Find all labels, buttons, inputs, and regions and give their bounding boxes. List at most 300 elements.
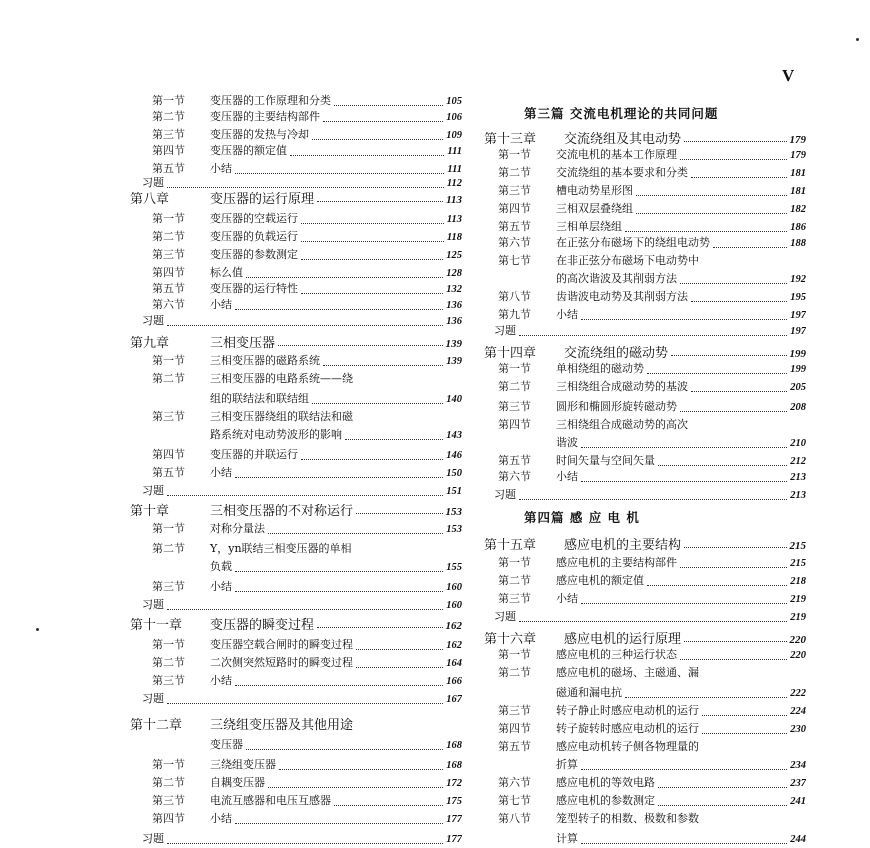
toc-entry <box>152 540 462 558</box>
leader-dots <box>235 677 443 686</box>
page-ref: 112 <box>446 178 462 189</box>
toc-entry <box>498 234 806 252</box>
page-ref: 197 <box>790 310 806 321</box>
leader-dots <box>235 815 443 824</box>
page-ref: 168 <box>446 740 462 751</box>
toc-entry <box>498 378 806 396</box>
entry-title: 笼型转子的相数、极数和参数 <box>556 812 699 825</box>
page-ref: 215 <box>790 558 806 569</box>
toc-entry <box>152 774 462 792</box>
page-ref: 125 <box>446 250 462 261</box>
leader-dots <box>684 539 786 548</box>
page-ref: 164 <box>446 658 462 669</box>
leader-dots <box>301 251 443 260</box>
page-ref: 205 <box>790 382 806 393</box>
entry-title: 变压器的运行原理 <box>210 192 315 206</box>
page-ref: 213 <box>790 490 806 501</box>
chapter-entry <box>484 628 806 646</box>
toc-entry <box>152 352 462 370</box>
leader-dots <box>680 275 787 284</box>
entry-label: 习题 <box>142 314 164 327</box>
page-ref: 160 <box>446 600 462 611</box>
toc-entry <box>152 520 462 538</box>
entry-label: 第一节 <box>152 758 185 771</box>
entry-label: 第二节 <box>498 380 531 393</box>
leader-dots <box>167 835 443 844</box>
leader-dots <box>167 487 443 496</box>
page-ref: 222 <box>790 688 806 699</box>
leader-dots <box>581 311 787 320</box>
page-ref: 150 <box>446 468 462 479</box>
toc-entry <box>498 360 806 378</box>
part-heading <box>524 104 806 122</box>
leader-dots <box>519 327 787 336</box>
entry-label: 第五节 <box>152 466 185 479</box>
entry-title: 变压器的参数测定 <box>210 248 298 261</box>
toc-entry <box>498 572 806 590</box>
entry-title: 小结 <box>210 812 232 825</box>
entry-label: 第十三章 <box>484 132 537 146</box>
entry-title: 转子旋转时感应电动机的运行 <box>556 722 699 735</box>
page-ref: 140 <box>446 394 462 405</box>
entry-title: 小结 <box>556 592 578 605</box>
page-ref: 139 <box>446 356 462 367</box>
entry-label: 第四节 <box>152 448 185 461</box>
leader-dots <box>279 761 443 770</box>
entry-title: 三相双层叠绕组 <box>556 202 633 215</box>
entry-title: 交流绕组及其电动势 <box>564 132 682 146</box>
entry-label: 第十二章 <box>130 718 183 732</box>
entry-label: 第五节 <box>152 162 185 175</box>
page-ref: 172 <box>446 778 462 789</box>
entry-title: 小结 <box>210 674 232 687</box>
entry-label: 第九节 <box>498 308 531 321</box>
exercise-entry <box>142 830 462 848</box>
entry-label: 第三节 <box>498 400 531 413</box>
exercise-entry <box>142 482 462 500</box>
leader-dots <box>684 633 786 642</box>
leader-dots <box>680 651 787 660</box>
entry-title: 变压器的发热与冷却 <box>210 128 309 141</box>
entry-title: 三相绕组合成磁动势的高次 <box>556 418 688 431</box>
entry-title: 三相变压器的电路系统——绕 <box>210 372 353 385</box>
page-ref: 230 <box>790 724 806 735</box>
entry-label: 第四节 <box>498 202 531 215</box>
entry-title: 交流绕组的基本要求和分类 <box>556 166 688 179</box>
entry-title: 计算 <box>556 832 578 845</box>
entry-label: 第十四章 <box>484 346 537 360</box>
entry-title: 负载 <box>210 560 232 573</box>
entry-title: 的高次谐波及其削弱方法 <box>556 272 677 285</box>
toc-entry <box>498 288 806 306</box>
page-ref: 212 <box>790 456 806 467</box>
entry-title: 感应电机的三种运行状态 <box>556 648 677 661</box>
leader-dots <box>581 439 787 448</box>
exercise-entry <box>142 312 462 330</box>
entry-title: 自耦变压器 <box>210 776 265 789</box>
page-ref: 153 <box>446 524 462 535</box>
toc-entry <box>152 210 462 228</box>
leader-dots <box>671 347 786 356</box>
entry-title: 三相变压器绕组的联结法和磁 <box>210 410 353 423</box>
page-ref: 210 <box>790 438 806 449</box>
entry-label: 第四节 <box>498 418 531 431</box>
entry-label: 第一节 <box>498 148 531 161</box>
entry-title: 变压器的负载运行 <box>210 230 298 243</box>
toc-entry <box>152 446 462 464</box>
entry-label: 第十章 <box>130 504 170 518</box>
entry-label: 第十五章 <box>484 538 537 552</box>
entry-title: Y，yn联结三相变压器的单相 <box>210 542 352 555</box>
page-ref: 237 <box>790 778 806 789</box>
entry-title: 交流绕组的磁动势 <box>564 346 669 360</box>
entry-label: 第九章 <box>130 336 170 350</box>
entry-title: 转子静止时感应电动机的运行 <box>556 704 699 717</box>
entry-label: 第六节 <box>498 236 531 249</box>
toc-entry <box>498 646 806 664</box>
leader-dots <box>301 233 444 242</box>
toc-entry <box>498 434 806 452</box>
entry-title: 变压器的并联运行 <box>210 448 298 461</box>
entry-title: 感应电机的额定值 <box>556 574 644 587</box>
page-ref: 132 <box>446 284 462 295</box>
entry-title: 三相单层绕组 <box>556 220 622 233</box>
leader-dots <box>680 559 787 568</box>
leader-dots <box>268 525 443 534</box>
entry-title: 二次侧突然短路时的瞬变过程 <box>210 656 353 669</box>
leader-dots <box>278 337 442 346</box>
toc-entry <box>152 426 462 444</box>
entry-label: 第一节 <box>498 362 531 375</box>
exercise-entry <box>494 608 806 626</box>
entry-label: 第四节 <box>152 266 185 279</box>
page-ref: 175 <box>446 796 462 807</box>
leader-dots <box>680 403 787 412</box>
entry-label: 第二节 <box>498 666 531 679</box>
entry-label: 习题 <box>142 692 164 705</box>
leader-dots <box>323 113 443 122</box>
leader-dots <box>636 205 787 214</box>
page-ref: 105 <box>446 96 462 107</box>
leader-dots <box>235 583 443 592</box>
entry-label: 第六节 <box>498 470 531 483</box>
toc-entry <box>498 270 806 288</box>
entry-label: 第三节 <box>152 794 185 807</box>
leader-dots <box>167 695 443 704</box>
page-ref: 219 <box>790 612 806 623</box>
entry-label: 第五节 <box>498 740 531 753</box>
leader-dots <box>625 223 787 232</box>
page-ref: 188 <box>790 238 806 249</box>
entry-label: 习题 <box>142 832 164 845</box>
leader-dots <box>636 187 787 196</box>
leader-dots <box>290 147 444 156</box>
chapter-entry <box>130 714 462 732</box>
exercise-entry <box>142 690 462 708</box>
page-ref: 139 <box>445 338 462 350</box>
toc-entry <box>498 200 806 218</box>
part-heading <box>524 508 806 526</box>
page-ref: 118 <box>446 232 462 243</box>
toc-entry <box>152 736 462 754</box>
page-ref: 181 <box>790 186 806 197</box>
page-ref: 244 <box>790 834 806 845</box>
entry-title: 小结 <box>210 298 232 311</box>
entry-label: 第二节 <box>152 776 185 789</box>
page-ref: 111 <box>447 164 462 175</box>
entry-title: 三相变压器 <box>210 336 276 350</box>
page-ref: 213 <box>790 472 806 483</box>
entry-title: 磁通和漏电抗 <box>556 686 622 699</box>
leader-dots <box>684 133 786 142</box>
page-ref: 241 <box>790 796 806 807</box>
leader-dots <box>581 761 787 770</box>
chapter-entry <box>130 614 462 632</box>
entry-label: 第二节 <box>152 372 185 385</box>
entry-title: 标么值 <box>210 266 243 279</box>
page-ref: 136 <box>446 316 462 327</box>
leader-dots <box>246 741 443 750</box>
leader-dots <box>713 239 787 248</box>
entry-label: 第十六章 <box>484 632 537 646</box>
toc-entry <box>152 810 462 828</box>
entry-title: 路系统对电动势波形的影响 <box>210 428 342 441</box>
entry-title: 变压器的空载运行 <box>210 212 298 225</box>
page-ref: 197 <box>790 326 806 337</box>
leader-dots <box>702 725 787 734</box>
entry-label: 第三节 <box>152 674 185 687</box>
page-ref: 111 <box>447 146 462 157</box>
page-ref: 195 <box>790 292 806 303</box>
page-ref: 219 <box>790 594 806 605</box>
toc-entry <box>498 756 806 774</box>
leader-dots <box>317 619 442 628</box>
page-ref: 179 <box>789 134 806 146</box>
leader-dots <box>312 131 443 140</box>
page-ref: 167 <box>446 694 462 705</box>
entry-label: 第四节 <box>498 722 531 735</box>
toc-entry <box>498 252 806 270</box>
leader-dots <box>356 641 443 650</box>
toc-entry <box>498 398 806 416</box>
entry-label: 第六节 <box>498 776 531 789</box>
toc-entry <box>152 142 462 160</box>
entry-title: 变压器的工作原理和分类 <box>210 94 331 107</box>
entry-title: 折算 <box>556 758 578 771</box>
entry-title: 变压器 <box>210 738 243 751</box>
entry-label: 第三节 <box>498 184 531 197</box>
toc-entry <box>152 654 462 672</box>
page-ref: 113 <box>446 194 462 206</box>
page-ref: 151 <box>446 486 462 497</box>
entry-title: 在正弦分布磁场下的绕组电动势 <box>556 236 710 249</box>
page-ref: 143 <box>446 430 462 441</box>
toc-entry <box>152 792 462 810</box>
leader-dots <box>268 779 443 788</box>
entry-label: 习题 <box>494 610 516 623</box>
leader-dots <box>658 797 787 806</box>
toc-entry <box>152 228 462 246</box>
leader-dots <box>167 317 443 326</box>
toc-entry <box>152 636 462 654</box>
page-ref: 162 <box>446 640 462 651</box>
toc-entry <box>152 108 462 126</box>
page-ref: 208 <box>790 402 806 413</box>
entry-title: 圆形和椭圆形旋转磁动势 <box>556 400 677 413</box>
entry-label: 第八节 <box>498 290 531 303</box>
toc-entry <box>498 792 806 810</box>
toc-entry <box>498 720 806 738</box>
toc-entry <box>498 554 806 572</box>
leader-dots <box>702 707 787 716</box>
entry-label: 第三节 <box>498 592 531 605</box>
entry-label: 第一节 <box>152 354 185 367</box>
toc-entry <box>498 738 806 756</box>
leader-dots <box>334 797 443 806</box>
page-ref: 109 <box>446 130 462 141</box>
entry-label: 第七节 <box>498 254 531 267</box>
page-ref: 220 <box>790 650 806 661</box>
toc-entry <box>152 756 462 774</box>
page-ref: 220 <box>789 634 806 646</box>
leader-dots <box>691 383 787 392</box>
entry-title: 槽电动势星形图 <box>556 184 633 197</box>
toc-entry <box>498 590 806 608</box>
page-ref: 215 <box>789 540 806 552</box>
toc-entry <box>498 164 806 182</box>
entry-title: 组的联结法和联结组 <box>210 392 309 405</box>
entry-label: 第三节 <box>152 580 185 593</box>
leader-dots <box>581 835 787 844</box>
entry-title: 三绕组变压器 <box>210 758 276 771</box>
entry-title: 三相变压器的不对称运行 <box>210 504 354 518</box>
entry-title: 对称分量法 <box>210 522 265 535</box>
toc-entry <box>152 408 462 426</box>
leader-dots <box>647 365 787 374</box>
page-ref: 162 <box>445 620 462 632</box>
page-ref: 234 <box>790 760 806 771</box>
entry-title: 三绕组变压器及其他用途 <box>210 718 354 732</box>
page-ref: 181 <box>790 168 806 179</box>
entry-label: 第五节 <box>152 282 185 295</box>
entry-label: 第一节 <box>152 94 185 107</box>
toc-entry <box>498 416 806 434</box>
entry-title: 小结 <box>556 470 578 483</box>
entry-title: 电流互感器和电压互感器 <box>210 794 331 807</box>
chapter-entry <box>484 342 806 360</box>
page-ref: 218 <box>790 576 806 587</box>
page-ref: 128 <box>446 268 462 279</box>
entry-title: 第四篇 感 应 电 机 <box>524 510 640 525</box>
page-ref: 177 <box>446 814 462 825</box>
entry-label: 第一节 <box>498 648 531 661</box>
page-ref: 106 <box>446 112 462 123</box>
leader-dots <box>334 97 443 106</box>
page-ref: 199 <box>789 348 806 360</box>
page-ref: 166 <box>446 676 462 687</box>
toc-entry <box>152 246 462 264</box>
page-ref: 153 <box>445 506 462 518</box>
page-ref: 136 <box>446 300 462 311</box>
entry-label: 第七节 <box>498 794 531 807</box>
chapter-entry <box>130 188 462 206</box>
entry-label: 第二节 <box>498 166 531 179</box>
leader-dots <box>167 179 444 188</box>
entry-label: 习题 <box>494 324 516 337</box>
chapter-entry <box>484 534 806 552</box>
entry-title: 交流电机的基本工作原理 <box>556 148 677 161</box>
chapter-entry <box>130 500 462 518</box>
toc-entry <box>498 774 806 792</box>
toc-entry <box>498 146 806 164</box>
entry-label: 习题 <box>142 176 164 189</box>
leader-dots <box>625 689 787 698</box>
leader-dots <box>301 215 444 224</box>
page-ref: 192 <box>790 274 806 285</box>
toc-entry <box>498 664 806 682</box>
entry-title: 变压器的主要结构部件 <box>210 110 320 123</box>
entry-label: 第二节 <box>152 542 185 555</box>
page-ref: 113 <box>446 214 462 225</box>
page-ref: 168 <box>446 760 462 771</box>
page-ref: 199 <box>790 364 806 375</box>
entry-title: 变压器的瞬变过程 <box>210 618 315 632</box>
entry-title: 第三篇 交流电机理论的共同问题 <box>524 106 719 121</box>
leader-dots <box>658 457 787 466</box>
entry-label: 第二节 <box>152 656 185 669</box>
page-ref: 146 <box>446 450 462 461</box>
entry-title: 感应电机的磁场、主磁通、漏 <box>556 666 699 679</box>
entry-title: 小结 <box>210 162 232 175</box>
scan-speck <box>856 38 859 41</box>
leader-dots <box>167 601 443 610</box>
leader-dots <box>680 151 787 160</box>
leader-dots <box>323 357 443 366</box>
entry-label: 第二节 <box>152 110 185 123</box>
leader-dots <box>519 613 787 622</box>
page-ref: 160 <box>446 582 462 593</box>
entry-label: 第四节 <box>152 144 185 157</box>
entry-title: 时间矢量与空间矢量 <box>556 454 655 467</box>
entry-title: 变压器空载合闸时的瞬变过程 <box>210 638 353 651</box>
chapter-entry <box>130 332 462 350</box>
exercise-entry <box>142 596 462 614</box>
entry-label: 第二节 <box>152 230 185 243</box>
entry-title: 在非正弦分布磁场下电动势中 <box>556 254 699 267</box>
entry-title: 小结 <box>556 308 578 321</box>
toc-entry <box>498 182 806 200</box>
leader-dots <box>235 165 444 174</box>
exercise-entry <box>494 322 806 340</box>
entry-label: 第五节 <box>498 220 531 233</box>
entry-title: 感应电机的主要结构部件 <box>556 556 677 569</box>
toc-entry <box>152 558 462 576</box>
entry-title: 感应电机的参数测定 <box>556 794 655 807</box>
entry-label: 第十一章 <box>130 618 183 632</box>
toc-entry <box>498 830 806 848</box>
toc-entry <box>152 370 462 388</box>
entry-title: 小结 <box>210 580 232 593</box>
leader-dots <box>235 301 443 310</box>
entry-label: 第三节 <box>152 128 185 141</box>
entry-title: 感应电机的运行原理 <box>564 632 682 646</box>
entry-title: 谐波 <box>556 436 578 449</box>
leader-dots <box>356 505 442 514</box>
entry-label: 第一节 <box>152 522 185 535</box>
leader-dots <box>235 563 443 572</box>
entry-title: 感应电动机转子侧各物理量的 <box>556 740 699 753</box>
entry-label: 习题 <box>142 484 164 497</box>
